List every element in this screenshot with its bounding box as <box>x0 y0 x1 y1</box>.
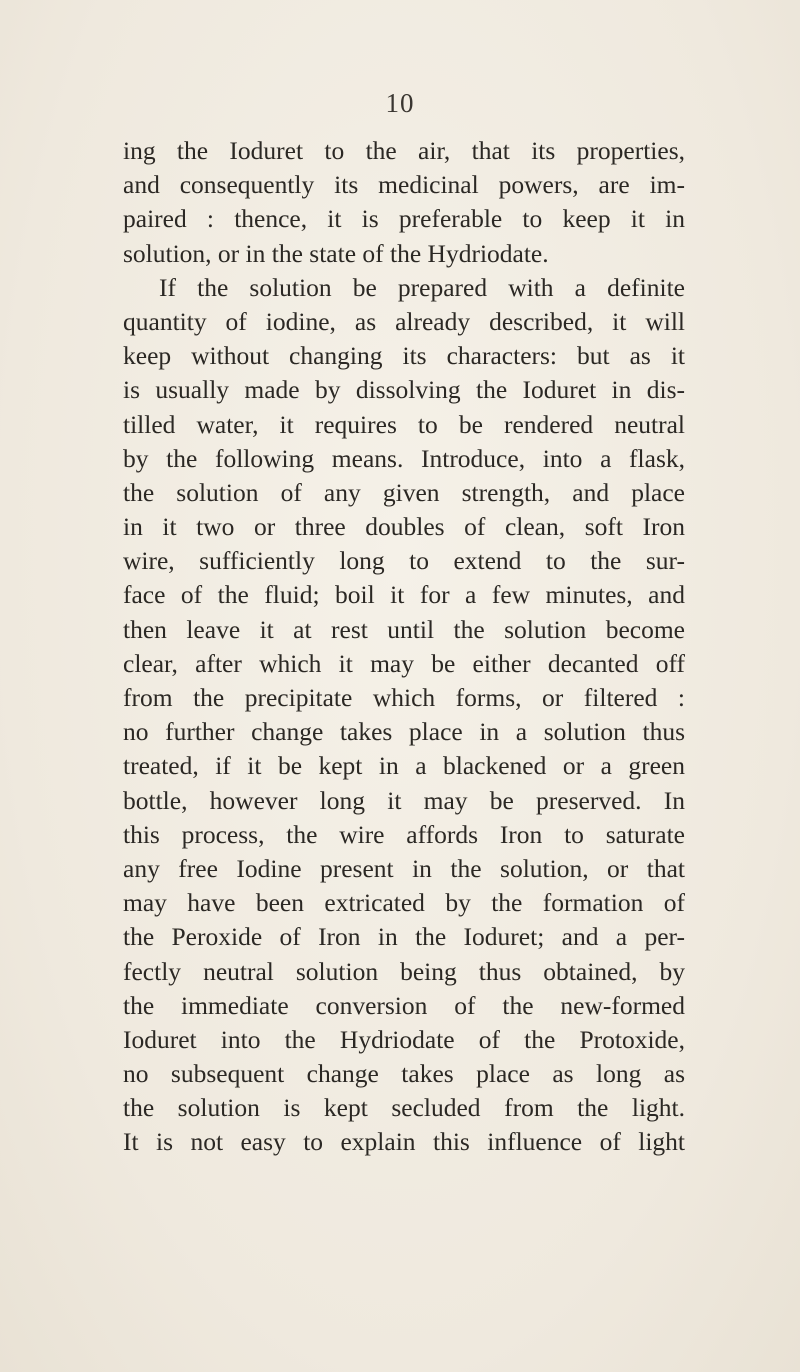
text-line: solution, or in the state of the Hydriodate. <box>123 238 549 268</box>
text-line: no subsequent change takes place as long as <box>123 1059 685 1089</box>
text-line: wire, sufficiently long to extend to the sur- <box>123 546 685 576</box>
text-line: quantity of iodine, as already described, it will <box>123 306 685 336</box>
text-line: treated, if it be kept in a blackened or a green <box>123 751 685 781</box>
body-text <box>123 134 685 1160</box>
text-line: face of the fluid; boil it for a few minutes, and <box>123 580 685 610</box>
text-line: keep without changing its characters: but as it <box>123 341 685 371</box>
text-line: It is not easy to explain this influence of light <box>123 1127 685 1157</box>
text-line: If the solution be prepared with a definite <box>159 272 685 302</box>
text-line: paired : thence, it is preferable to keep it in <box>123 204 685 234</box>
text-line: bottle, however long it may be preserved. In <box>123 785 685 815</box>
text-line: and consequently its medicinal powers, are im- <box>123 170 685 200</box>
text-line: clear, after which it may be either decanted off <box>123 648 685 678</box>
text-line: by the following means. Introduce, into a flask, <box>123 443 685 473</box>
text-line: tilled water, it requires to be rendered neutral <box>123 409 685 439</box>
text-line: the solution is kept secluded from the light. <box>123 1093 685 1123</box>
text-line: the Peroxide of Iron in the Ioduret; and a per- <box>123 922 685 952</box>
text-line: is usually made by dissolving the Ioduret in dis- <box>123 375 685 405</box>
text-line: fectly neutral solution being thus obtained, by <box>123 956 685 986</box>
page-number: 10 <box>385 88 415 118</box>
text-line: may have been extricated by the formation of <box>123 888 685 918</box>
text-line: the immediate conversion of the new-formed <box>123 990 685 1020</box>
text-line: the solution of any given strength, and place <box>123 477 685 507</box>
text-line: this process, the wire affords Iron to saturate <box>123 819 685 849</box>
text-line: ing the Ioduret to the air, that its properties, <box>123 136 685 165</box>
text-line: Ioduret into the Hydriodate of the Protoxide, <box>123 1024 685 1054</box>
text-line: from the precipitate which forms, or filtered : <box>123 683 685 712</box>
text-line: in it two or three doubles of clean, soft Iron <box>123 512 685 542</box>
text-line: no further change takes place in a solution thus <box>123 717 685 747</box>
text-line: any free Iodine present in the solution, or that <box>123 853 685 883</box>
text-line: then leave it at rest until the solution become <box>123 614 685 644</box>
